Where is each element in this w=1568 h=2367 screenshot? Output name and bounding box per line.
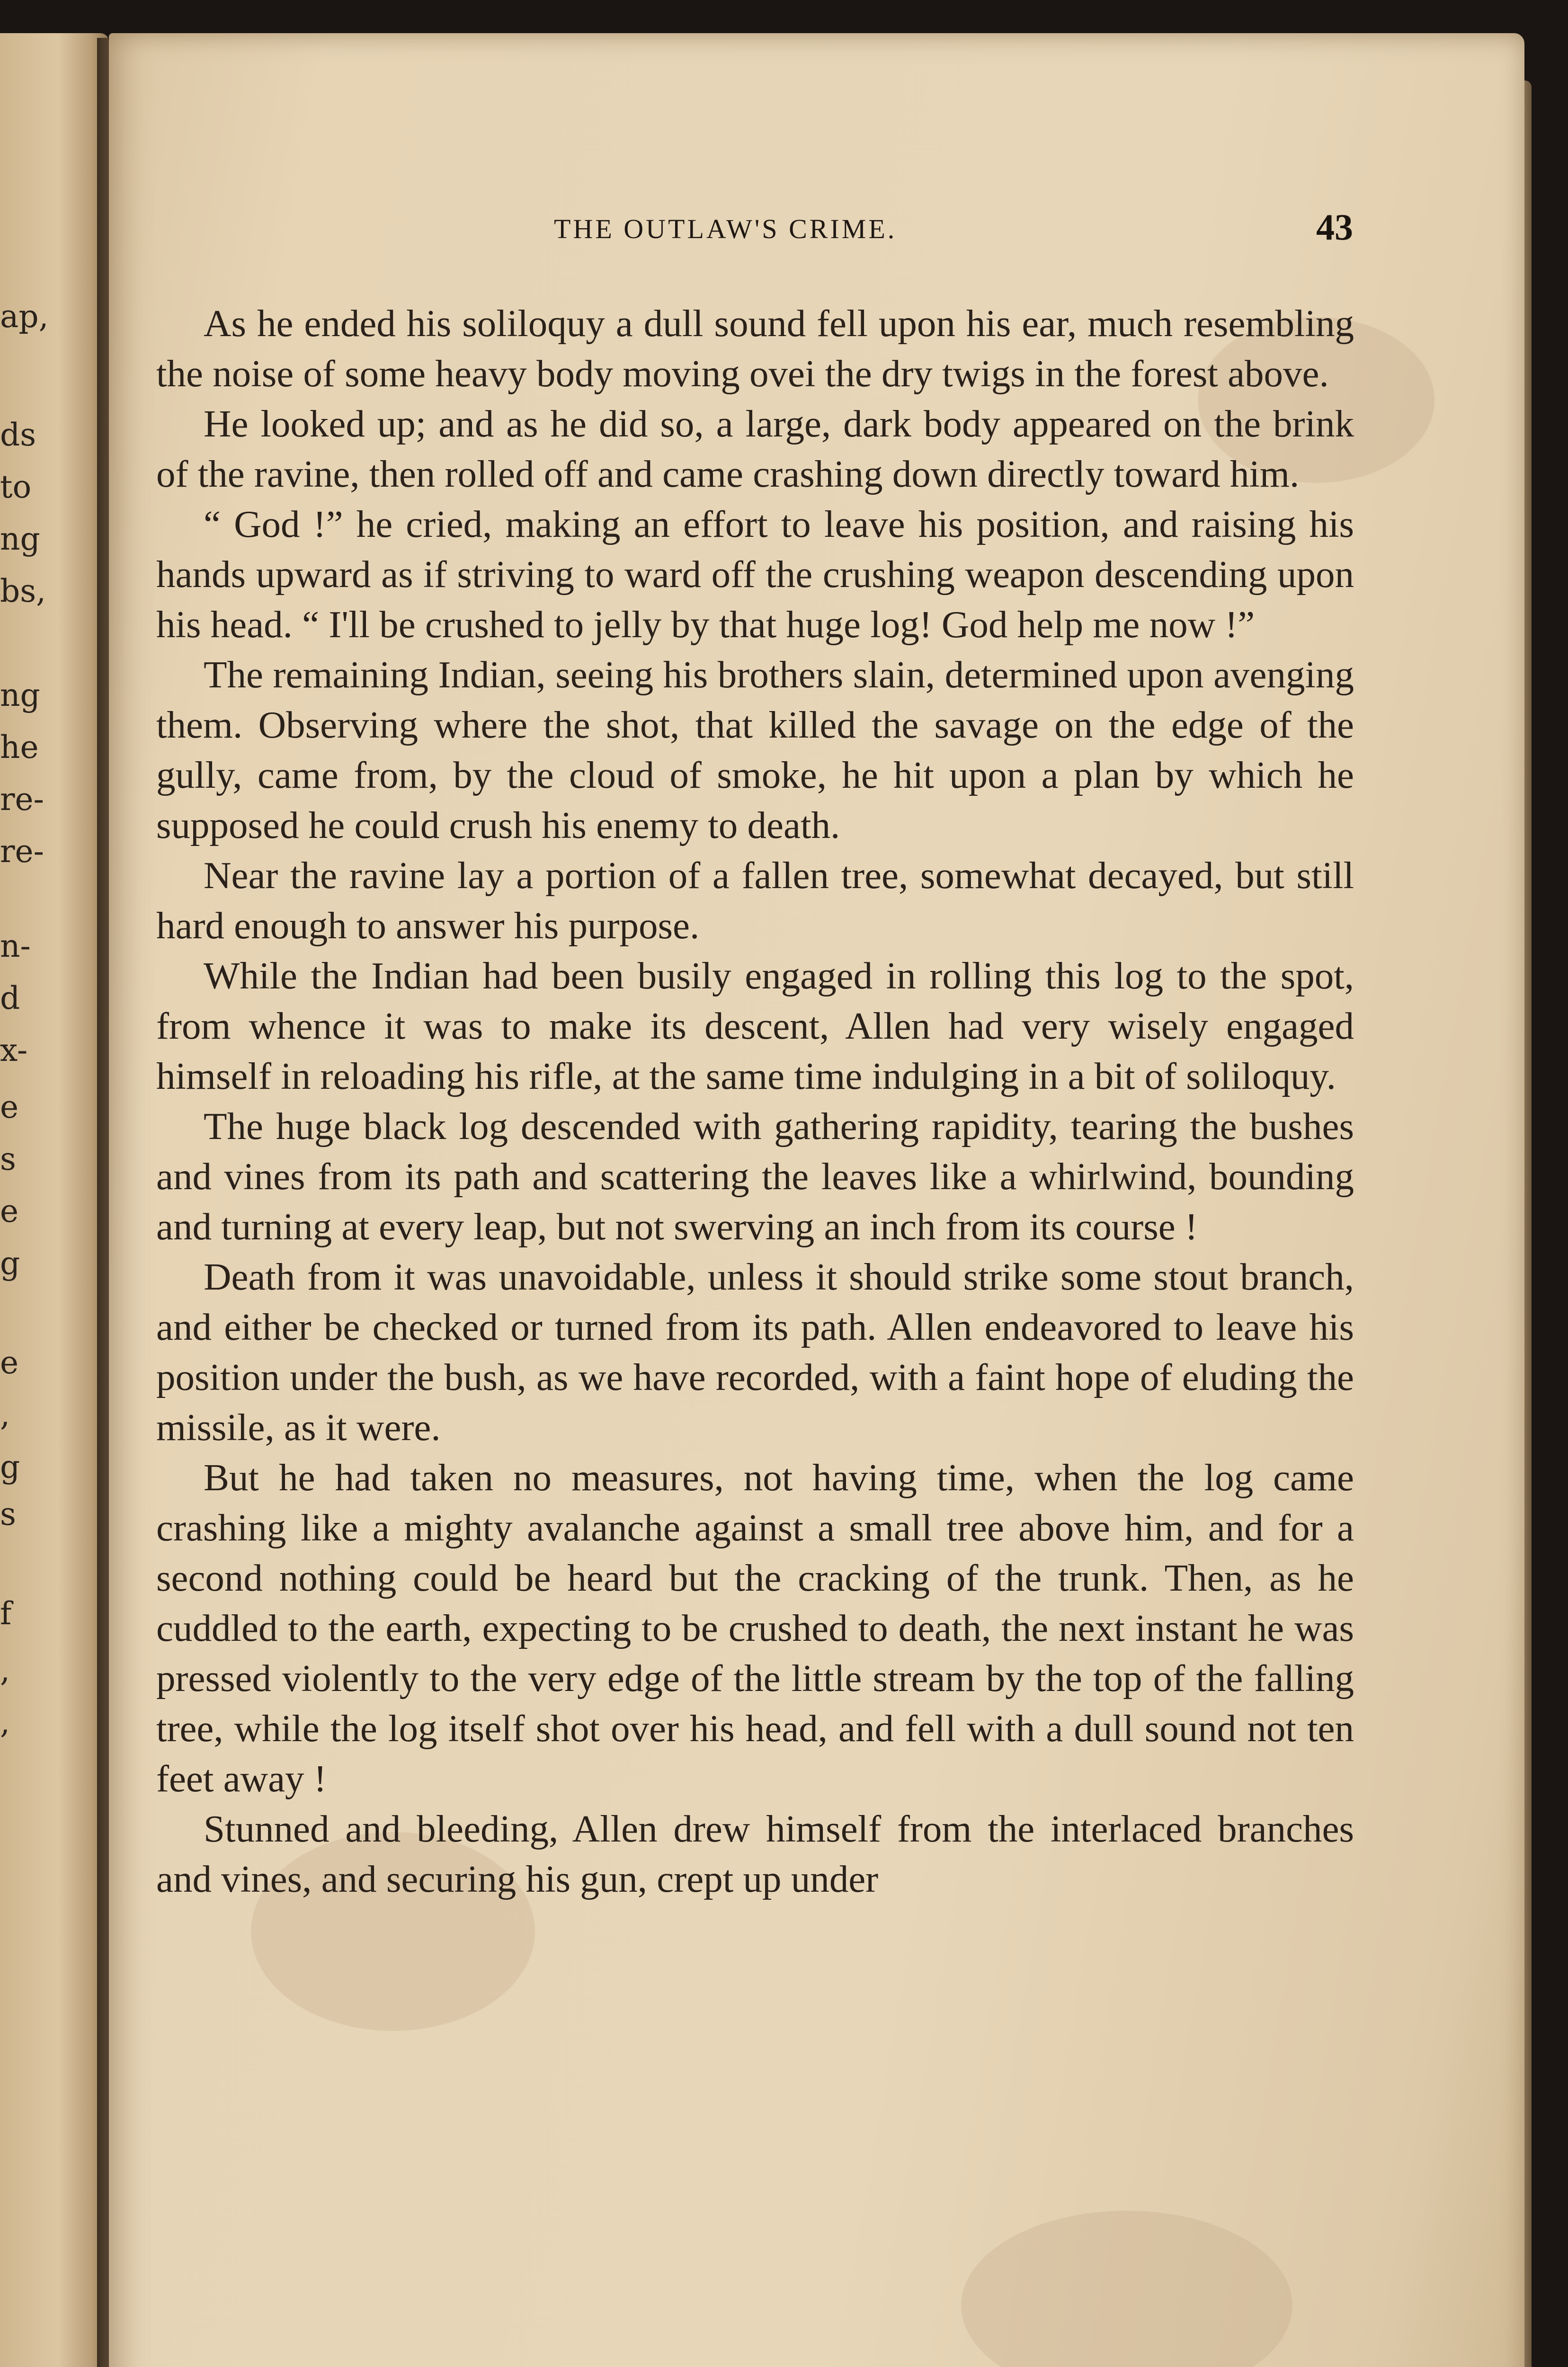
paper-stain [961,2211,1292,2367]
paragraph: While the Indian had been busily engaged in rolling this log to the spot, from whence it was to make its descent, Allen had very wisely engaged himself in reloading his rifle, at the same time indulging in a bit of soliloquy. [156,954,1354,1097]
paragraph: As he ended his soliloquy a dull sound fell upon his ear, much resembling the noise of some heavy body moving ovei the dry twigs in the forest above. [156,302,1354,395]
left-page [0,33,109,2367]
left-page-fragment: , [0,1652,10,1689]
left-page-fragment: g [0,1245,20,1281]
left-page-text-fragments [0,33,66,2367]
left-page-fragment: , [0,1397,10,1433]
left-page-fragment: re- [0,781,44,818]
running-head: THE OUTLAW'S CRIME. [554,214,897,244]
left-page-fragment: he [0,729,39,765]
page-number: 43 [1316,206,1353,248]
left-page-fragment: bs, [0,573,46,609]
left-page-fragment: x- [0,1032,28,1068]
paragraph: Death from it was unavoidable, unless it should strike some stout branch, and either be checked or turned from its path. Allen endeavored to leave his position under the bush, as we have recorded, with a faint hope of eluding the missile, as it were. [156,1255,1354,1449]
left-page-fragment: re- [0,833,44,870]
body-text [156,298,1354,1904]
left-page-fragment: e [0,1344,19,1381]
left-page-fragment: s [0,1141,16,1177]
left-page-fragment: ds [0,417,36,453]
left-page-fragment: ng [0,521,40,557]
paragraph: But he had taken no measures, not having time, when the log came crashing like a mighty avalanche against a small tree above him, and for a second nothing could be heard but the cracking of the trunk. Then, as he cuddled to the earth, expecting to be crushed to death, the next instant he was pressed violently to the very edge of the little stream by the top of the falling tree, while the log itself shot over his head, and fell with a dull sound not ten feet away ! [156,1456,1354,1800]
left-page-fragment: s [0,1496,16,1532]
paragraph: The huge black log descended with gathering rapidity, tearing the bushes and vines from its path and scattering the leaves like a whirlwind, bounding and turning at every leap, but not swerving an inch from its course ! [156,1105,1354,1248]
paragraph: “ God !” he cried, making an effort to leave his position, and raising his hands upward as if striving to ward off the crushing weapon descending upon his head. “ I'll be crushed to jelly by that huge log! God help me now !” [156,503,1354,646]
paragraph: He looked up; and as he did so, a large, dark body appeared on the brink of the ravine, then rolled off and came crashing down directly toward him. [156,402,1354,495]
left-page-fragment: to [0,469,32,505]
left-page-fragment: g [0,1449,20,1485]
paragraph: Stunned and bleeding, Allen drew himself from the interlaced branches and vines, and securing his gun, crept up under [156,1807,1354,1900]
left-page-fragment: e [0,1193,19,1229]
left-page-fragment: d [0,980,20,1016]
paragraph: Near the ravine lay a portion of a fallen tree, somewhat decayed, but still hard enough to answer his purpose. [156,854,1354,947]
paragraph: The remaining Indian, seeing his brothers slain, determined upon avenging them. Observing where the shot, that killed the savage on the edge of the gully, came from, by the cloud of smoke, he hit upon a plan by which he supposed he could crush his enemy to death. [156,653,1354,846]
left-page-fragment: e [0,1089,19,1125]
left-page-fragment: ng [0,677,40,713]
left-page-fragment: n- [0,928,31,964]
left-page-fragment: , [0,1704,10,1741]
left-page-fragment: f [0,1595,12,1632]
left-page-fragment: ap, [0,298,49,335]
